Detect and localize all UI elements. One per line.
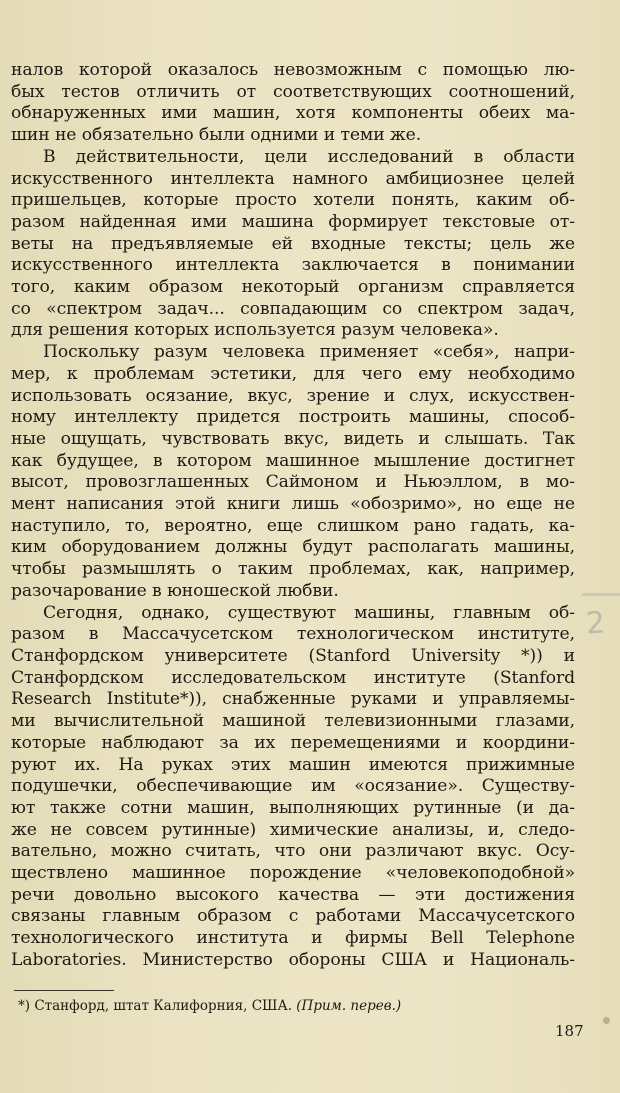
text-line: для решения которых используется разум человека». [11, 320, 499, 341]
text-line: которые наблюдают за их перемещениями и координи- [11, 732, 575, 753]
text-line: наступило, то, вероятно, еще слишком рано гадать, ка- [11, 515, 575, 536]
text-line: налов которой оказалось невозможным с помощью лю- [11, 60, 575, 80]
text-line: ществлено машинное порождение «человекоподобной» [11, 863, 575, 884]
text-line: пришельцев, которые просто хотели понять, каким об- [11, 190, 575, 211]
text-line: использовать осязание, вкус, зрение и слух, искусствен- [11, 385, 575, 406]
text-line: веты на предъявляемые ей входные тексты; цель же [11, 233, 575, 254]
text-line: разом в Массачусетском технологическом институте, [11, 624, 575, 645]
text-line: шин не обязательно были одними и теми же. [11, 125, 422, 146]
text-line: ные ощущать, чувствовать вкус, видеть и слышать. Так [11, 428, 575, 449]
text-line: Laboratories. Министерство обороны США и Националь- [11, 949, 575, 970]
text-line: вательно, можно считать, что они различают вкус. Осу- [11, 841, 575, 862]
text-line: Станфордском университете (Stanford University *)) и [11, 645, 575, 666]
margin-pencil-stroke [582, 593, 620, 596]
text-line: ют также сотни машин, выполняющих рутинные (и да- [11, 797, 575, 818]
text-line: чтобы размышлять о таким проблемах, как, например, [11, 559, 575, 580]
text-line: высот, провозглашенных Саймоном и Ньюэллом, в мо- [11, 472, 575, 493]
page-number: 187 [555, 1022, 584, 1040]
text-line: речи довольно высокого качества — эти достижения [11, 884, 575, 905]
text-line: ному интеллекту придется построить машины, способ- [11, 407, 575, 428]
footnote-text: Станфорд, штат Калифорния, США. [34, 998, 292, 1014]
text-line: технологического института и фирмы Bell Telephone [11, 928, 575, 949]
text-line: того, каким образом некоторый организм справляется [11, 277, 575, 298]
text-line: со «спектром задач... совпадающим со спектром задач, [11, 298, 575, 319]
text-line: искусственного интеллекта намного амбициознее целей [11, 168, 575, 189]
text-line: Сегодня, однако, существуют машины, главным об- [43, 602, 575, 623]
text-line: обнаруженных ими машин, хотя компоненты обеих ма- [11, 103, 575, 124]
text-line: подушечки, обеспечивающие им «осязание». Существу- [11, 776, 575, 797]
text-line: разом найденная ими машина формирует текстовые от- [11, 211, 575, 232]
footnote-translator-note: (Прим. перев.) [296, 998, 402, 1014]
ink-spot [603, 1017, 610, 1024]
footnote-marker: *) [18, 998, 31, 1014]
text-line: мент написания этой книги лишь «обозримо», но еще не [11, 494, 575, 515]
text-line: же не совсем рутинные) химические анализы, и, следо- [11, 819, 575, 840]
text-line: Поскольку разум человека применяет «себя», напри- [43, 342, 575, 363]
text-line: ким оборудованием должны будут располагать машины, [11, 537, 575, 558]
text-line: руют их. На руках этих машин имеются прижимные [11, 754, 575, 775]
text-line: Станфордском исследовательском институте (Stanford [11, 667, 575, 688]
footnote [18, 997, 401, 1015]
text-line: бых тестов отличить от соответствующих соотношений, [11, 81, 575, 102]
text-line: ми вычислительной машиной телевизионными глазами, [11, 711, 575, 732]
margin-pencil-mark: 2 [584, 605, 607, 642]
text-line: связаны главным образом с работами Массачусетского [11, 906, 575, 927]
footnote-rule [14, 990, 114, 991]
text-line: как будущее, в котором машинное мышление достигнет [11, 450, 575, 471]
text-line: В действительности, цели исследований в области [43, 146, 575, 167]
text-line: искусственного интеллекта заключается в понимании [11, 255, 575, 276]
body-text [11, 60, 575, 972]
text-line: Research Institute*)), снабженные руками и управляемы- [11, 689, 575, 710]
text-line: разочарование в юношеской любви. [11, 580, 339, 601]
text-line: мер, к проблемам эстетики, для чего ему необходимо [11, 363, 575, 384]
